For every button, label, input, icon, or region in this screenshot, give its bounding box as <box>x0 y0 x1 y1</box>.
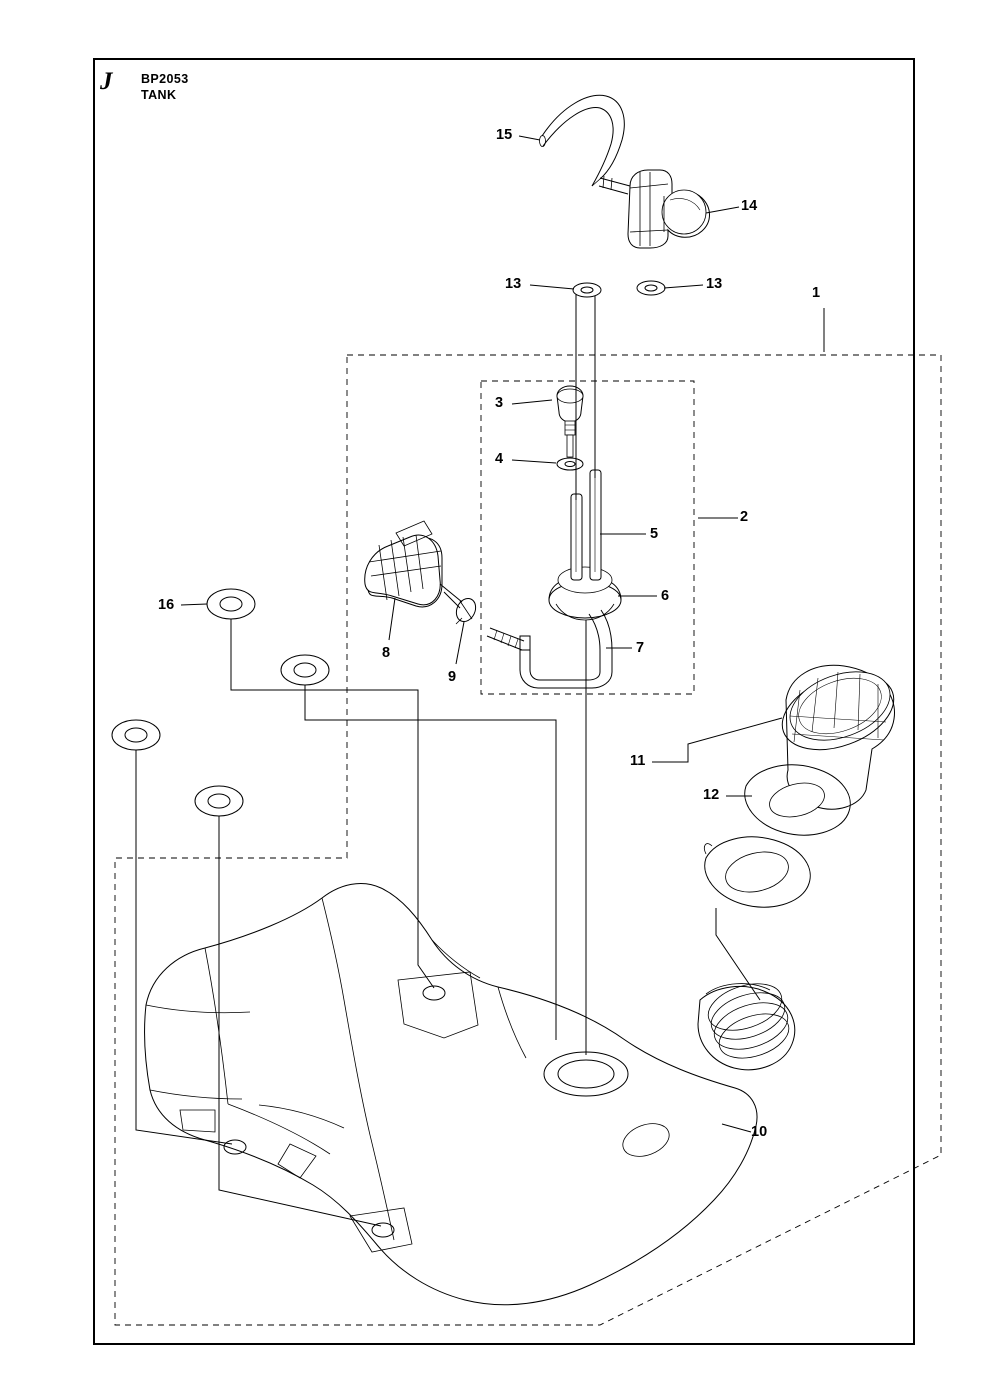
callout-12: 12 <box>703 787 720 803</box>
callout-6: 6 <box>661 588 670 604</box>
callout-1: 1 <box>812 285 821 301</box>
callout-16: 16 <box>158 597 175 613</box>
callout-7: 7 <box>636 640 645 656</box>
callout-10: 10 <box>751 1124 768 1140</box>
sheet-letter: J <box>100 68 113 95</box>
callout-9: 9 <box>448 669 457 685</box>
drawing-frame-border <box>93 58 915 1345</box>
model-number: BP2053 <box>141 72 189 86</box>
callout-4: 4 <box>495 451 504 467</box>
callout-15: 15 <box>496 127 513 143</box>
callout-13-left: 13 <box>505 276 522 292</box>
callout-11: 11 <box>630 753 646 769</box>
callout-5: 5 <box>650 526 659 542</box>
section-name: TANK <box>141 87 177 102</box>
callout-14: 14 <box>741 198 758 214</box>
callout-8: 8 <box>382 645 391 661</box>
callout-3: 3 <box>495 395 504 411</box>
title-block <box>141 72 189 103</box>
callout-13-right: 13 <box>706 276 723 292</box>
callout-2: 2 <box>740 509 749 525</box>
